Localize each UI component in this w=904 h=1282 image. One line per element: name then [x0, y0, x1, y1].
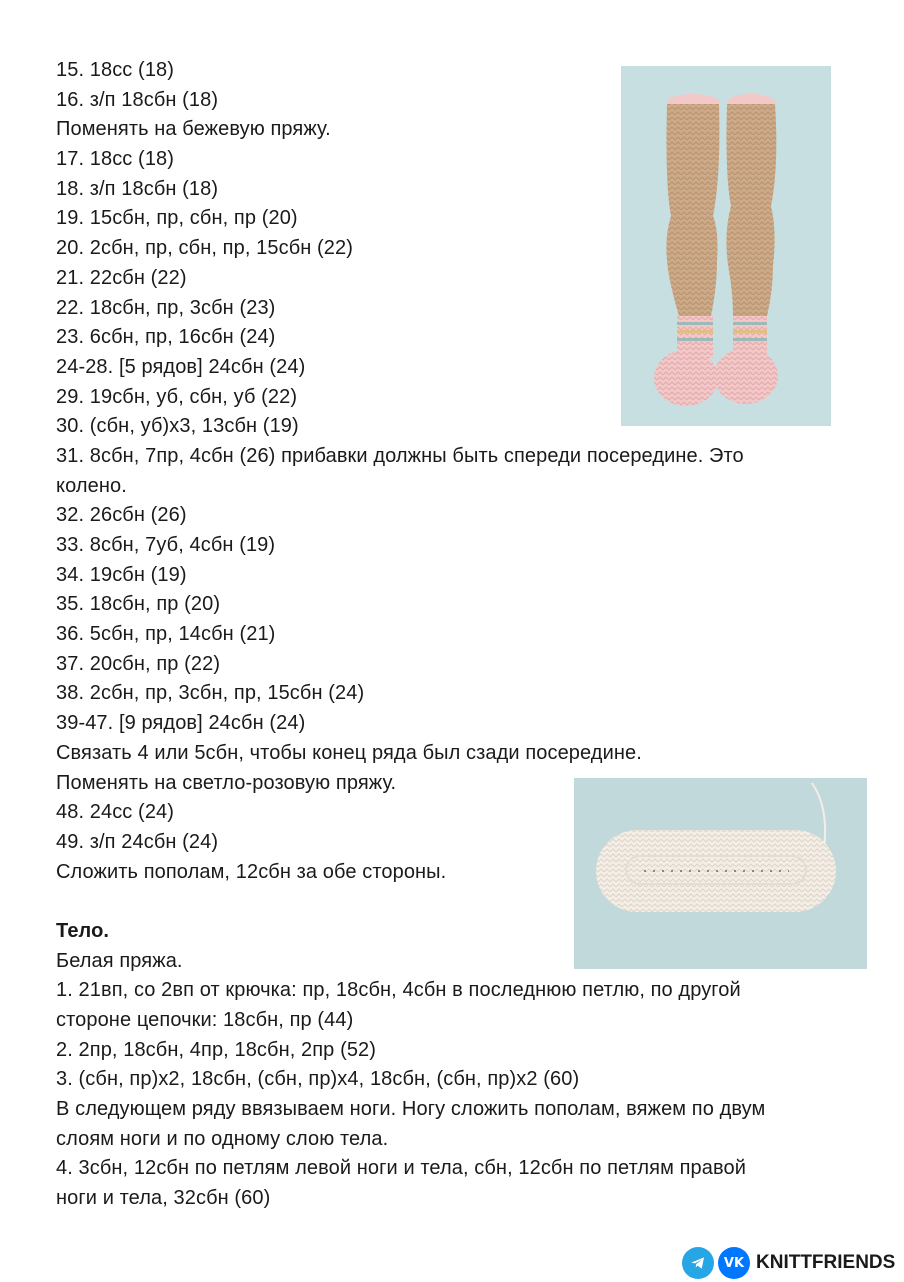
pattern-line: В следующем ряду ввязываем ноги. Ногу сложить пополам, вяжем по двум — [56, 1098, 766, 1121]
pattern-line: 31. 8сбн, 7пр, 4сбн (26) прибавки должны быть спереди посередине. Это — [56, 444, 744, 467]
pattern-line: 48. 24сс (24) — [56, 801, 175, 824]
section-heading: Тело. — [56, 919, 110, 942]
pattern-line: 19. 15сбн, пр, сбн, пр (20) — [56, 207, 298, 230]
pattern-line: 3. (сбн, пр)х2, 18сбн, (сбн, пр)х4, 18сбн, (сбн, пр)х2 (60) — [56, 1068, 580, 1091]
pattern-line: стороне цепочки: 18сбн, пр (44) — [56, 1009, 354, 1031]
telegram-icon[interactable] — [682, 1247, 714, 1279]
pattern-line: Поменять на светло-розовую пряжу. — [56, 771, 397, 794]
pattern-line: 17. 18сс (18) — [56, 148, 175, 171]
photo-crocheted-legs — [621, 66, 831, 426]
pattern-line: 38. 2сбн, пр, 3сбн, пр, 15сбн (24) — [56, 682, 365, 705]
pattern-line: 34. 19сбн (19) — [56, 563, 187, 586]
pattern-line: 23. 6сбн, пр, 16сбн (24) — [56, 326, 276, 349]
pattern-line: 16. з/п 18сбн (18) — [56, 88, 219, 111]
pattern-line: 33. 8сбн, 7уб, 4сбн (19) — [56, 534, 276, 556]
pattern-line: 24-28. [5 рядов] 24сбн (24) — [56, 355, 306, 378]
photo-crocheted-oval — [574, 778, 867, 969]
pattern-line: 22. 18сбн, пр, 3сбн (23) — [56, 296, 276, 319]
pattern-line: 1. 21вп, со 2вп от крючка: пр, 18сбн, 4сбн в последнюю петлю, по другой — [56, 979, 741, 1002]
pattern-line: ноги и тела, 32сбн (60) — [56, 1187, 271, 1210]
pattern-line: 49. з/п 24сбн (24) — [56, 830, 219, 853]
brand-name: KNITTFRIENDS — [756, 1252, 896, 1273]
pattern-line: 37. 20сбн, пр (22) — [56, 652, 221, 675]
vk-icon[interactable]: VK — [718, 1247, 750, 1279]
pattern-line: 39-47. [9 рядов] 24сбн (24) — [56, 712, 306, 735]
pattern-line: 2. 2пр, 18сбн, 4пр, 18сбн, 2пр (52) — [56, 1038, 377, 1061]
legs-illustration — [621, 66, 831, 426]
pattern-line: 30. (сбн, уб)х3, 13сбн (19) — [56, 415, 299, 438]
pattern-line: 4. 3сбн, 12сбн по петлям левой ноги и тела, сбн, 12сбн по петлям правой — [56, 1157, 746, 1180]
pattern-line: колено. — [56, 474, 127, 497]
pattern-line: 36. 5сбн, пр, 14сбн (21) — [56, 623, 276, 646]
pattern-line: 15. 18сс (18) — [56, 59, 175, 81]
pattern-line: 35. 18сбн, пр (20) — [56, 593, 221, 616]
pattern-line: Связать 4 или 5сбн, чтобы конец ряда был сзади посередине. — [56, 741, 642, 764]
pattern-line: слоям ноги и по одному слою тела. — [56, 1127, 389, 1150]
pattern-line: 20. 2сбн, пр, сбн, пр, 15сбн (22) — [56, 237, 354, 260]
pattern-line: 29. 19сбн, уб, сбн, уб (22) — [56, 385, 298, 408]
pattern-line: Белая пряжа. — [56, 949, 183, 972]
pattern-line: 32. 26сбн (26) — [56, 504, 187, 527]
brand-footer — [682, 1244, 895, 1282]
pattern-line: Сложить пополам, 12сбн за обе стороны. — [56, 860, 447, 883]
pattern-line: 18. з/п 18сбн (18) — [56, 177, 219, 200]
oval-illustration — [574, 778, 867, 969]
pattern-line: 21. 22сбн (22) — [56, 266, 187, 289]
pattern-line: Поменять на бежевую пряжу. — [56, 118, 331, 141]
